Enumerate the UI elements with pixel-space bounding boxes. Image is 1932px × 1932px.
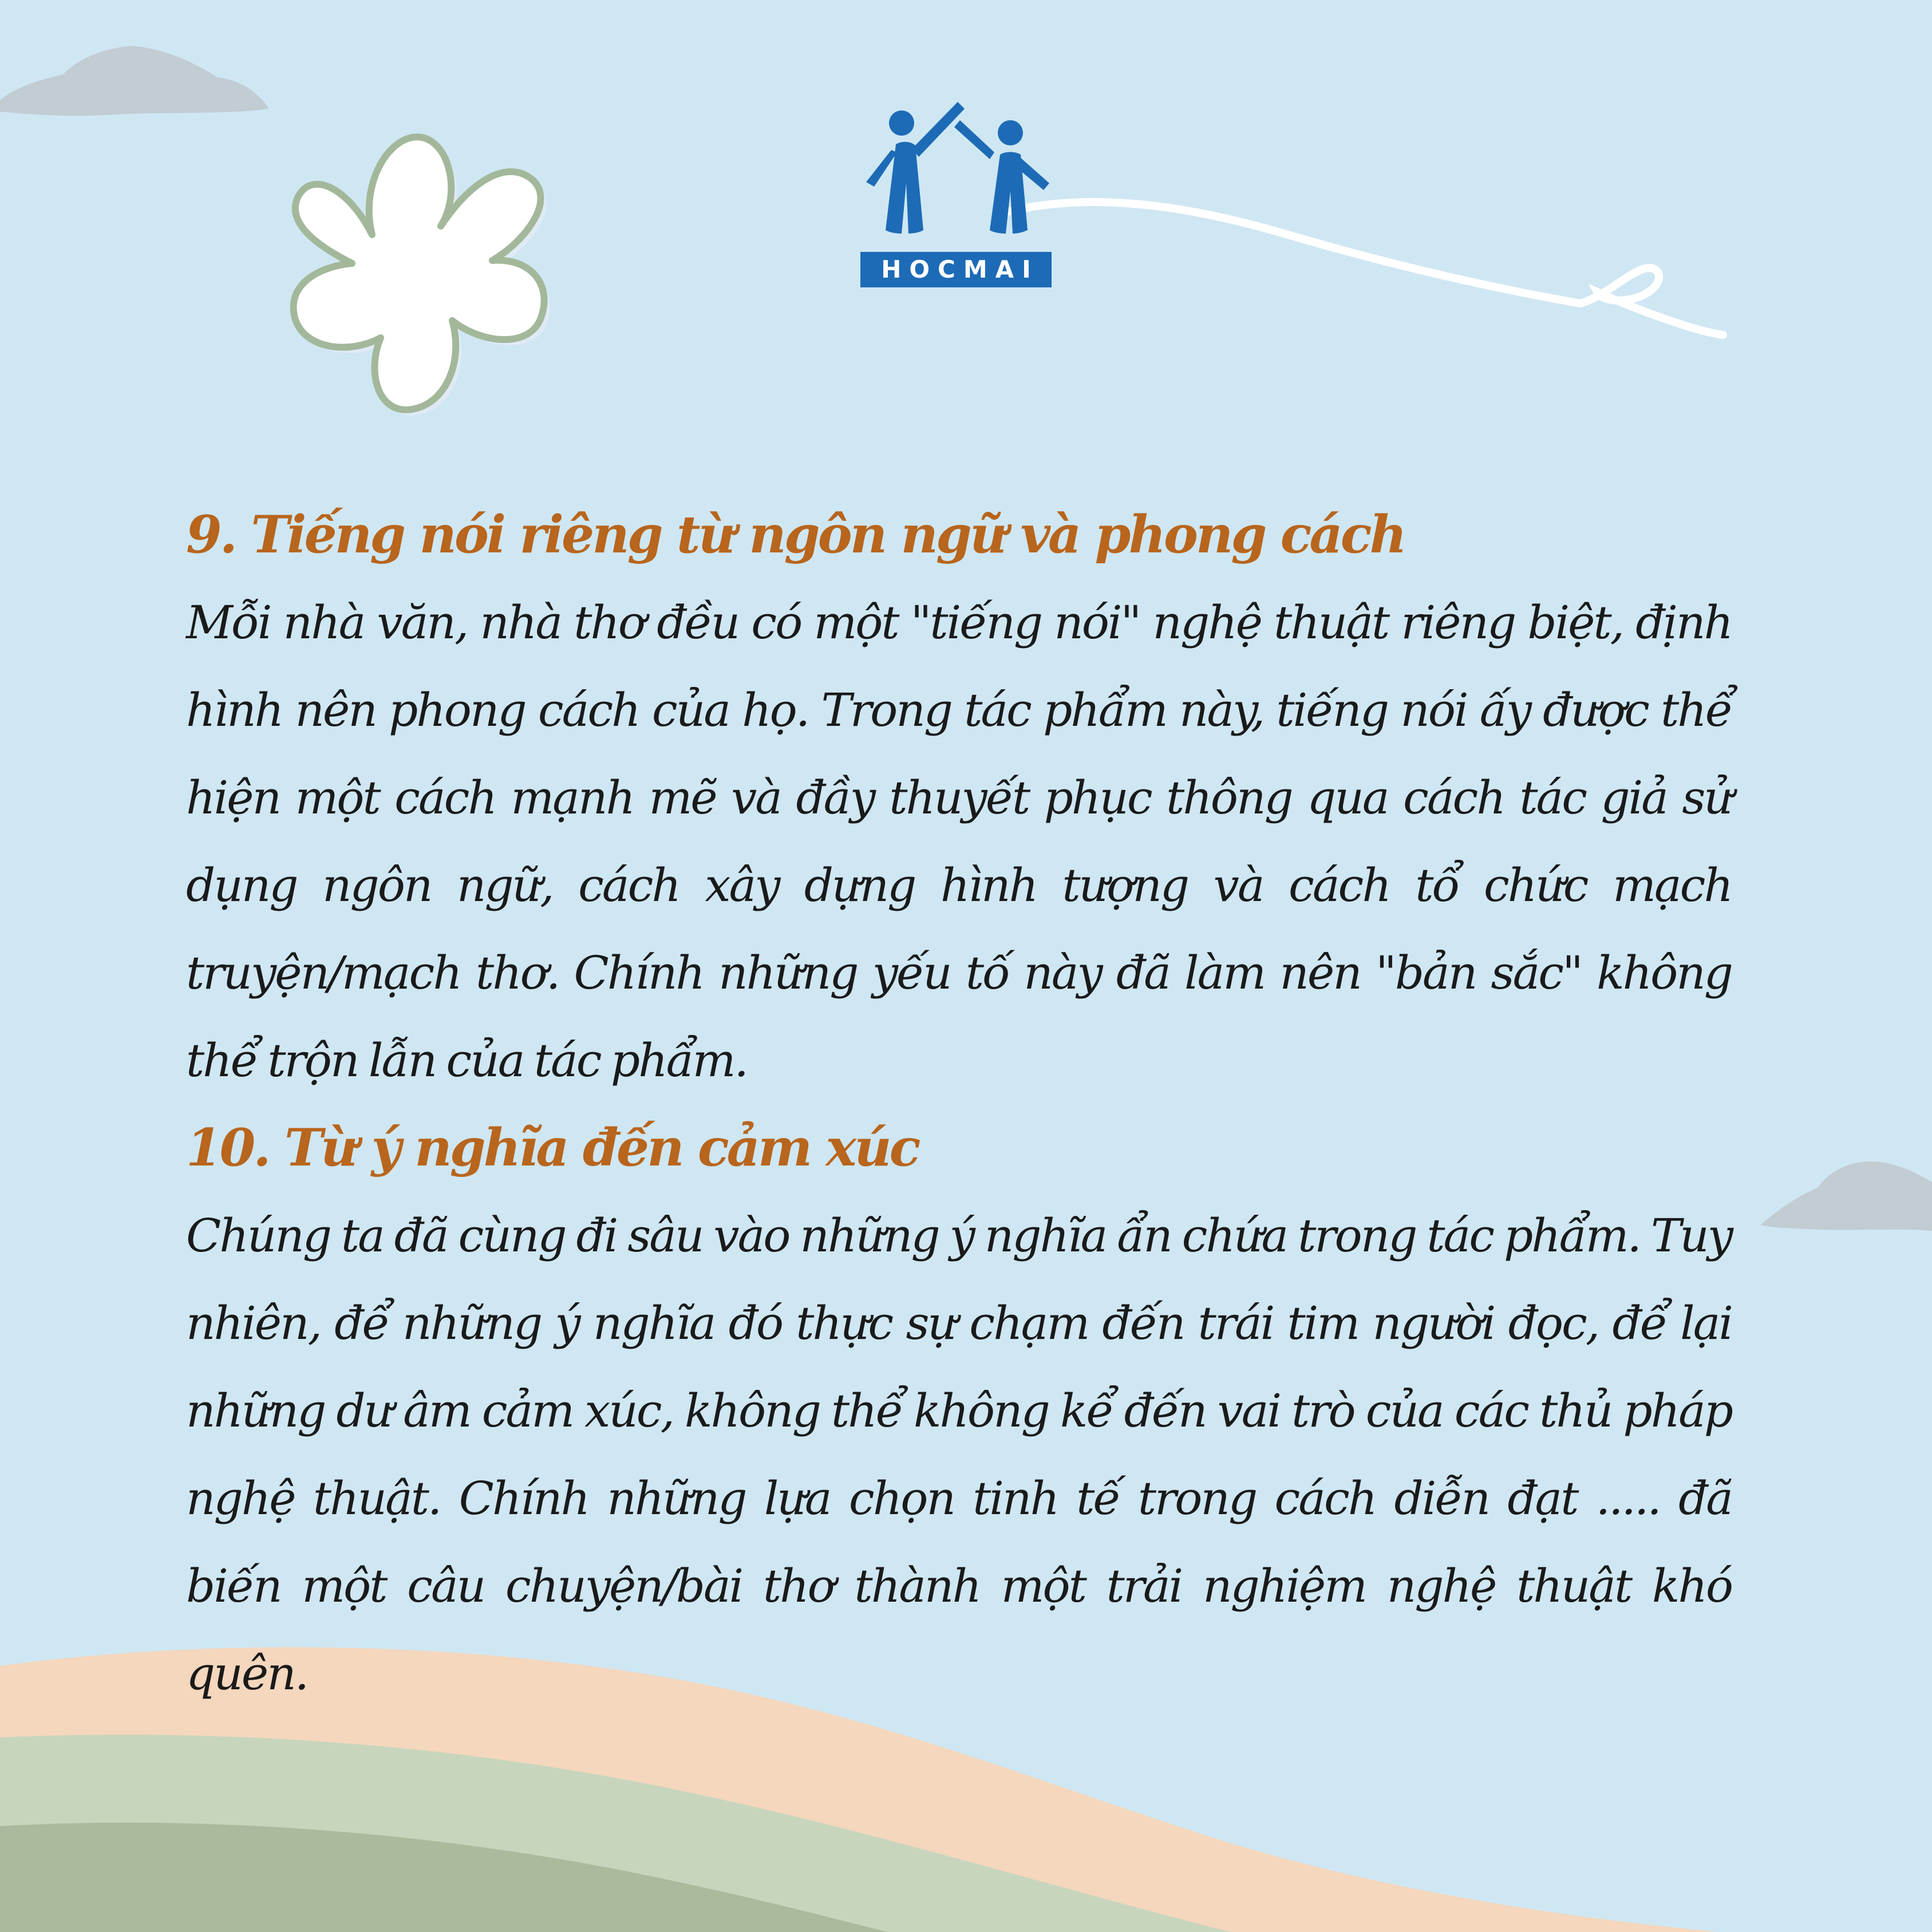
flower-icon [294,137,550,416]
article-content [186,491,1732,1717]
logo-label: HOCMAI [860,252,1052,287]
swirl-line-icon [996,202,1723,335]
cloud-icon [0,46,269,116]
section-paragraph: Chúng ta đã cùng đi sâu vào những ý nghĩa ẩn chứa trong tác phẩm. Tuy nhiên, để những ý nghĩa đó thực sự chạm đến trái tim người đọc, để lại những dư âm cảm xúc, không thể không kể đến vai trò của các thủ pháp nghệ thuật. Chính những lựa chọn tinh tế trong cách diễn đạt ..... đã biến một câu chuyện/bài thơ thành một trải nghiệm nghệ thuật khó quên. [186,1209,1732,1700]
cloud-icon [1760,1161,1932,1231]
section-heading: 9. Tiếng nói riêng từ ngôn ngữ và phong cách [186,504,1405,565]
section-paragraph: Mỗi nhà văn, nhà thơ đều có một "tiếng nói" nghệ thuật riêng biệt, định hình nên phong cách của họ. Trong tác phẩm này, tiếng nói ấy được thể hiện một cách mạnh mẽ và đầy thuyết phục thông qua cách tác giả sử dụng ngôn ngữ, cách xây dựng hình tượng và cách tổ chức mạch truyện/mạch thơ. Chính những yếu tố này đã làm nên "bản sắc" không thể trộn lẫn của tác phẩm. [186,596,1732,1087]
hocmai-logo [856,97,1056,289]
section-heading: 10. Từ ý nghĩa đến cảm xúc [186,1117,919,1178]
two-people-roof-icon [856,97,1056,252]
